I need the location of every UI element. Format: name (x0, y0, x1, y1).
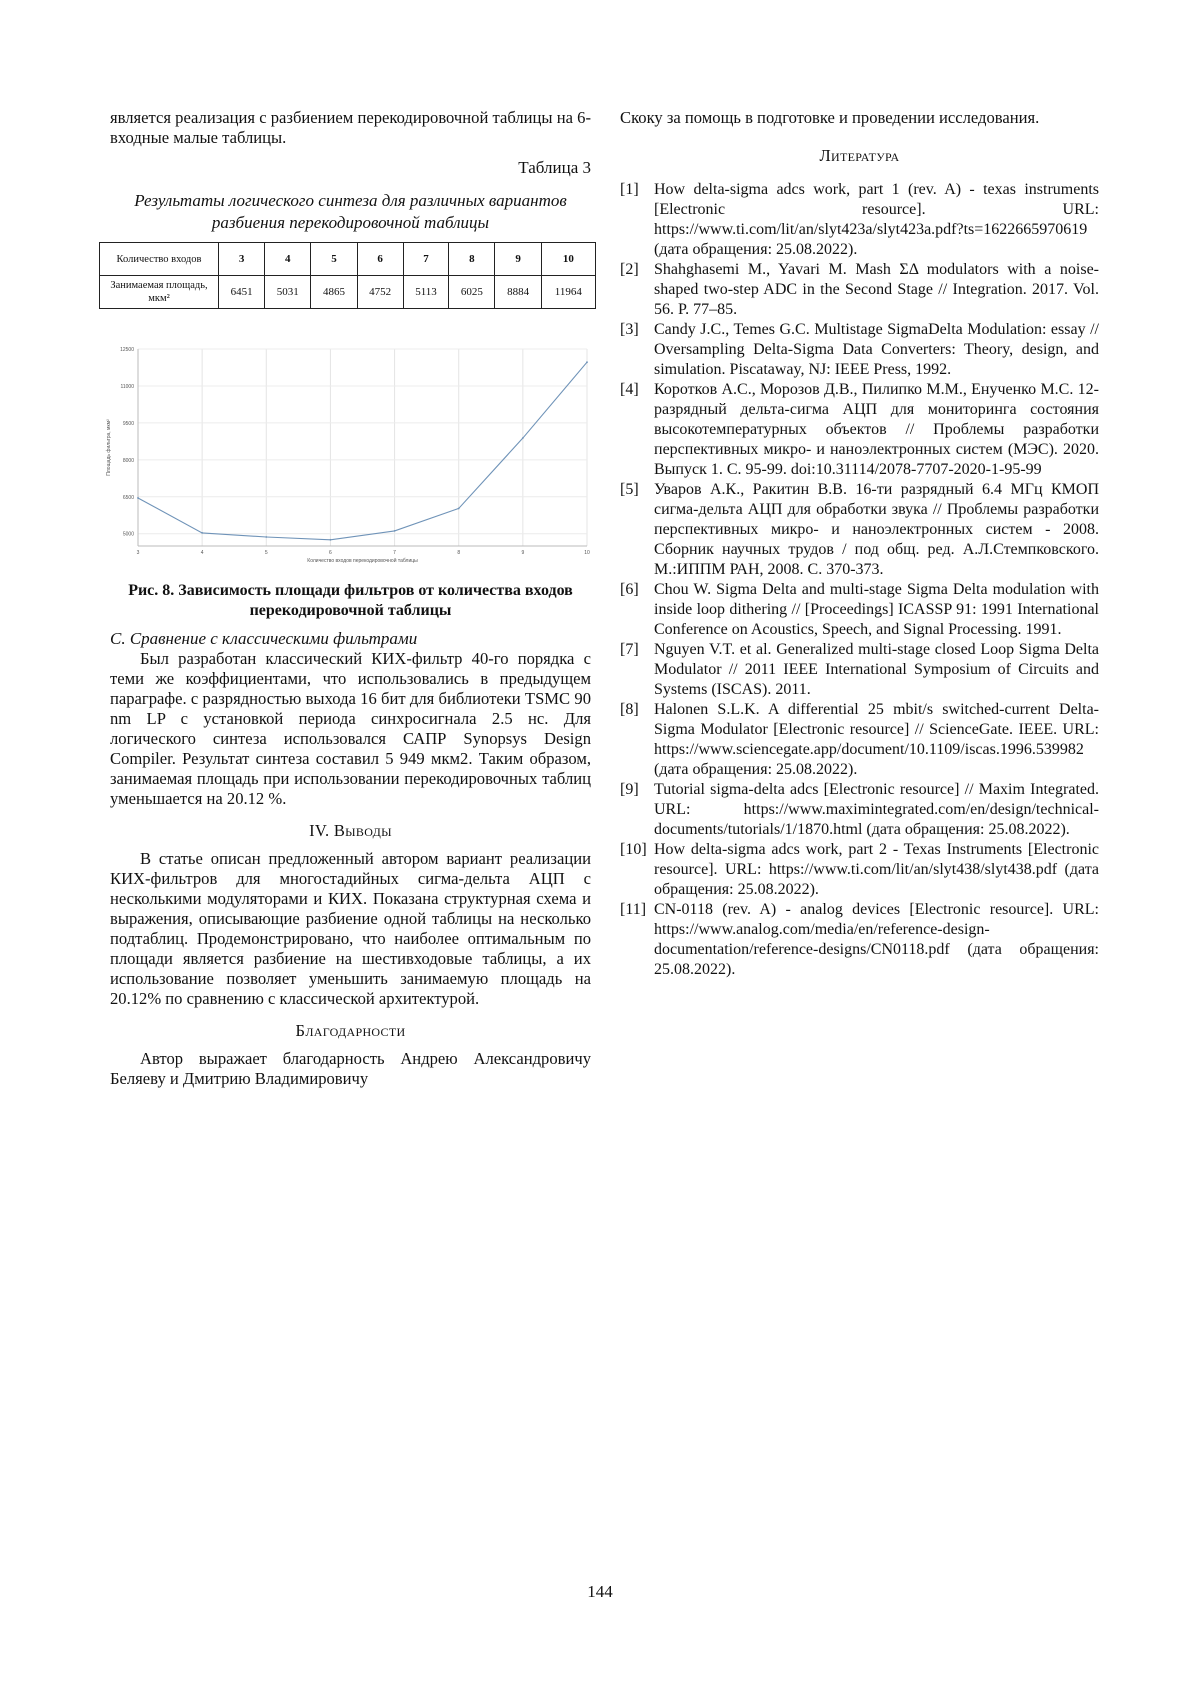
reference-number: [4] (620, 381, 639, 398)
reference-number: [6] (620, 581, 639, 598)
table-cell: 6 (357, 243, 403, 276)
reference-text: CN-0118 (rev. A) - analog devices [Electronic resource]. URL: https://www.analog.com/media/en/reference-design-documentation/reference-designs/CN0118.pdf (дата обращения: 25.08.2022). (654, 901, 1099, 978)
table-cell: 4 (265, 243, 311, 276)
x-tick-label: 3 (136, 550, 140, 556)
reference-number: [5] (620, 481, 639, 498)
reference-text: Shahghasemi M., Yavari M. Mash ΣΔ modulators with a noise-shaped two-step ADC in the Second Stage // Integration. 2017. Vol. 56. P. 77–85. (654, 261, 1099, 318)
reference-text: Уваров А.К., Ракитин В.В. 16-ти разрядный 6.4 МГц КМОП сигма-дельта АЦП для обработки звука // Проблемы разработки перспективных микро- и наноэлектронных систем - 2008. Сборник научных трудов / под общ. ред. А.Л.Стемпковского. М.:ИППМ РАН, 2008. С. 370-373. (654, 481, 1099, 578)
reference-item (620, 180, 1099, 260)
reference-number: [8] (620, 701, 639, 718)
reference-item (620, 480, 1099, 580)
x-tick-label: 6 (329, 550, 332, 556)
conclusions-title: IV. Выводы (309, 821, 392, 840)
reference-item (620, 260, 1099, 320)
reference-text: Коротков А.С., Морозов Д.В., Пилипко М.М., Енученко М.С. 12-разрядный дельта-сигма АЦП для мониторинга состояния высокотемпературных объектов // Проблемы разработки перспективных микро- и наноэлектронных систем (МЭС). 2020. Выпуск 1. С. 95-99. doi:10.31114/2078-7707-2020-1-95-99 (654, 381, 1099, 478)
reference-number: [9] (620, 781, 639, 798)
reference-item (620, 900, 1099, 980)
reference-item (620, 840, 1099, 900)
table-header-area: Занимаемая площадь, мкм² (100, 276, 219, 309)
data-point (458, 508, 460, 510)
subsection-paragraph: Был разработан классический КИХ-фильтр 40-го порядка с теми же коэффициентами, что использовались в предыдущем параграфе. с разрядностью выхода 16 бит для библиотеки TSMC 90 nm LP с установкой периода синхросигнала 2.5 нс. Для логического синтеза использовался САПР Synopsys Design Compiler. Результат синтеза составил 5 949 мкм2. Таким образом, занимаемая площадь при использовании перекодировочных таблиц уменьшается на 20.12 %. (110, 649, 591, 808)
y-axis-label: Площадь фильтра, мкм² (106, 419, 112, 476)
table-cell: 5 (311, 243, 357, 276)
table-cell: 4752 (357, 276, 403, 309)
reference-text: Halonen S.L.K. A differential 25 mbit/s switched-current Delta-Sigma Modulator [Electronic resource] // ScienceGate. IEEE. URL: https://www.sciencegate.app/document/10.1109/iscas.1996.539982 (дата обращения: 25.08.2022). (654, 701, 1099, 778)
series-line (138, 362, 587, 540)
data-point (394, 530, 396, 532)
reference-text: Chou W. Sigma Delta and multi-stage Sigma Delta modulation with inside loop dithering // [Proceedings] ICASSP 91: 1991 International Conference on Acoustics, Speech, and Signal Processing. 1991. (654, 581, 1099, 638)
y-tick-label: 11000 (120, 383, 134, 390)
reference-number: [7] (620, 641, 639, 658)
table-cell: 11964 (541, 276, 595, 309)
reference-number: [3] (620, 321, 639, 338)
reference-item (620, 380, 1099, 480)
table-caption: Результаты логического синтеза для различных вариантов разбиения перекодировочной таблицы (134, 191, 567, 232)
reference-item (620, 780, 1099, 840)
reference-text: How delta-sigma adcs work, part 2 - Texas Instruments [Electronic resource]. URL: https://www.ti.com/lit/an/slyt438/slyt438.pdf (дата обращения: 25.08.2022). (654, 841, 1099, 898)
acknowledgements-continued: Скоку за помощь в подготовке и проведении исследования. (620, 108, 1040, 127)
table-cell: 8 (449, 243, 495, 276)
reference-text: Candy J.C., Temes G.C. Multistage SigmaDelta Modulation: essay // Oversampling Delta-Sigma Data Converters: Theory, design, and simulation. Piscataway, NJ: IEEE Press, 1992. (654, 321, 1099, 378)
y-tick-label: 12500 (120, 347, 134, 353)
y-tick-label: 9500 (122, 420, 134, 427)
y-tick-label: 6500 (122, 494, 134, 501)
reference-item (620, 640, 1099, 700)
area-chart (100, 341, 595, 571)
page-number: 144 (587, 1582, 613, 1601)
table-cell: 6025 (449, 276, 495, 309)
reference-item (620, 700, 1099, 780)
x-tick-label: 4 (200, 550, 204, 556)
reference-item (620, 580, 1099, 640)
acknowledgements-title: Благодарности (295, 1021, 406, 1040)
conclusions-paragraph: В статье описан предложенный автором вариант реализации КИХ-фильтров для многостадийных сигма-дельта АЦП с несколькими модуляторами и КИХ. Показана структурная схема и выражения, описывающие разбиение одной таблицы на несколько подтаблиц. Продемонстрировано, что наиболее оптимальным по площади является разбиение на шестивходовые таблицы, а их использование позволяет уменьшить занимаемую площадь на 20.12% по сравнению с классической архитектурой. (110, 849, 591, 1008)
x-tick-label: 10 (584, 550, 590, 556)
subsection-title: C. Сравнение с классическими фильтрами (110, 629, 418, 648)
reference-number: [11] (620, 901, 647, 918)
table-cell: 5113 (403, 276, 449, 309)
figure-caption: Рис. 8. Зависимость площади фильтров от количества входов перекодировочной таблицы (128, 582, 573, 619)
reference-number: [1] (620, 181, 639, 198)
reference-text: Nguyen V.T. et al. Generalized multi-stage closed Loop Sigma Delta Modulator // 2011 IEEE International Symposium of Circuits and Systems (ISCAS). 2011. (654, 641, 1099, 698)
table-cell: 8884 (495, 276, 541, 309)
reference-number: [10] (620, 841, 647, 858)
data-point (265, 536, 267, 538)
right-column (620, 108, 1099, 980)
left-column (106, 108, 591, 1089)
x-tick-label: 5 (264, 550, 268, 556)
synthesis-table (99, 242, 596, 309)
acknowledgements-paragraph: Автор выражает благодарность Андрею Александровичу Беляеву и Дмитрию Владимировичу (110, 1049, 591, 1088)
x-tick-label: 7 (393, 550, 396, 556)
x-axis-label: Количество входов перекодировочной таблицы (307, 558, 418, 564)
data-point (522, 437, 524, 439)
reference-list (620, 180, 1099, 980)
table-cell: 5031 (265, 276, 311, 309)
table-cell: 3 (219, 243, 265, 276)
table-cell: 7 (403, 243, 449, 276)
table-row-inputs (100, 243, 596, 276)
table-cell: 6451 (219, 276, 265, 309)
table-cell: 10 (541, 243, 595, 276)
table-row-areas (100, 276, 596, 309)
y-tick-label: 8000 (122, 457, 134, 464)
table-header-inputs: Количество входов (100, 243, 219, 276)
reference-text: Tutorial sigma-delta adcs [Electronic resource] // Maxim Integrated. URL: https://www.maximintegrated.com/en/design/technical-documents/tutorials/1/1870.html (дата обращения: 25.08.2022). (654, 781, 1099, 838)
data-point (201, 532, 203, 534)
table-cell: 9 (495, 243, 541, 276)
data-point (137, 497, 139, 499)
references-title: Литература (819, 146, 900, 165)
table-label: Таблица 3 (518, 158, 591, 177)
data-point (586, 361, 588, 363)
reference-item (620, 320, 1099, 380)
y-tick-label: 5000 (122, 531, 134, 538)
x-tick-label: 8 (457, 550, 461, 556)
reference-text: How delta-sigma adcs work, part 1 (rev. A) - texas instruments [Electronic resource]. URL: https://www.ti.com/lit/an/slyt423a/slyt423a.pdf?ts=1622665970619 (дата обращения: 25.08.2022). (654, 181, 1099, 258)
reference-number: [2] (620, 261, 639, 278)
intro-paragraph: является реализация с разбиением перекодировочной таблицы на 6-входные малые таблицы. (110, 108, 591, 147)
table-cell: 4865 (311, 276, 357, 309)
area-chart-svg (100, 341, 595, 571)
data-point (330, 539, 332, 541)
x-tick-label: 9 (521, 550, 525, 556)
